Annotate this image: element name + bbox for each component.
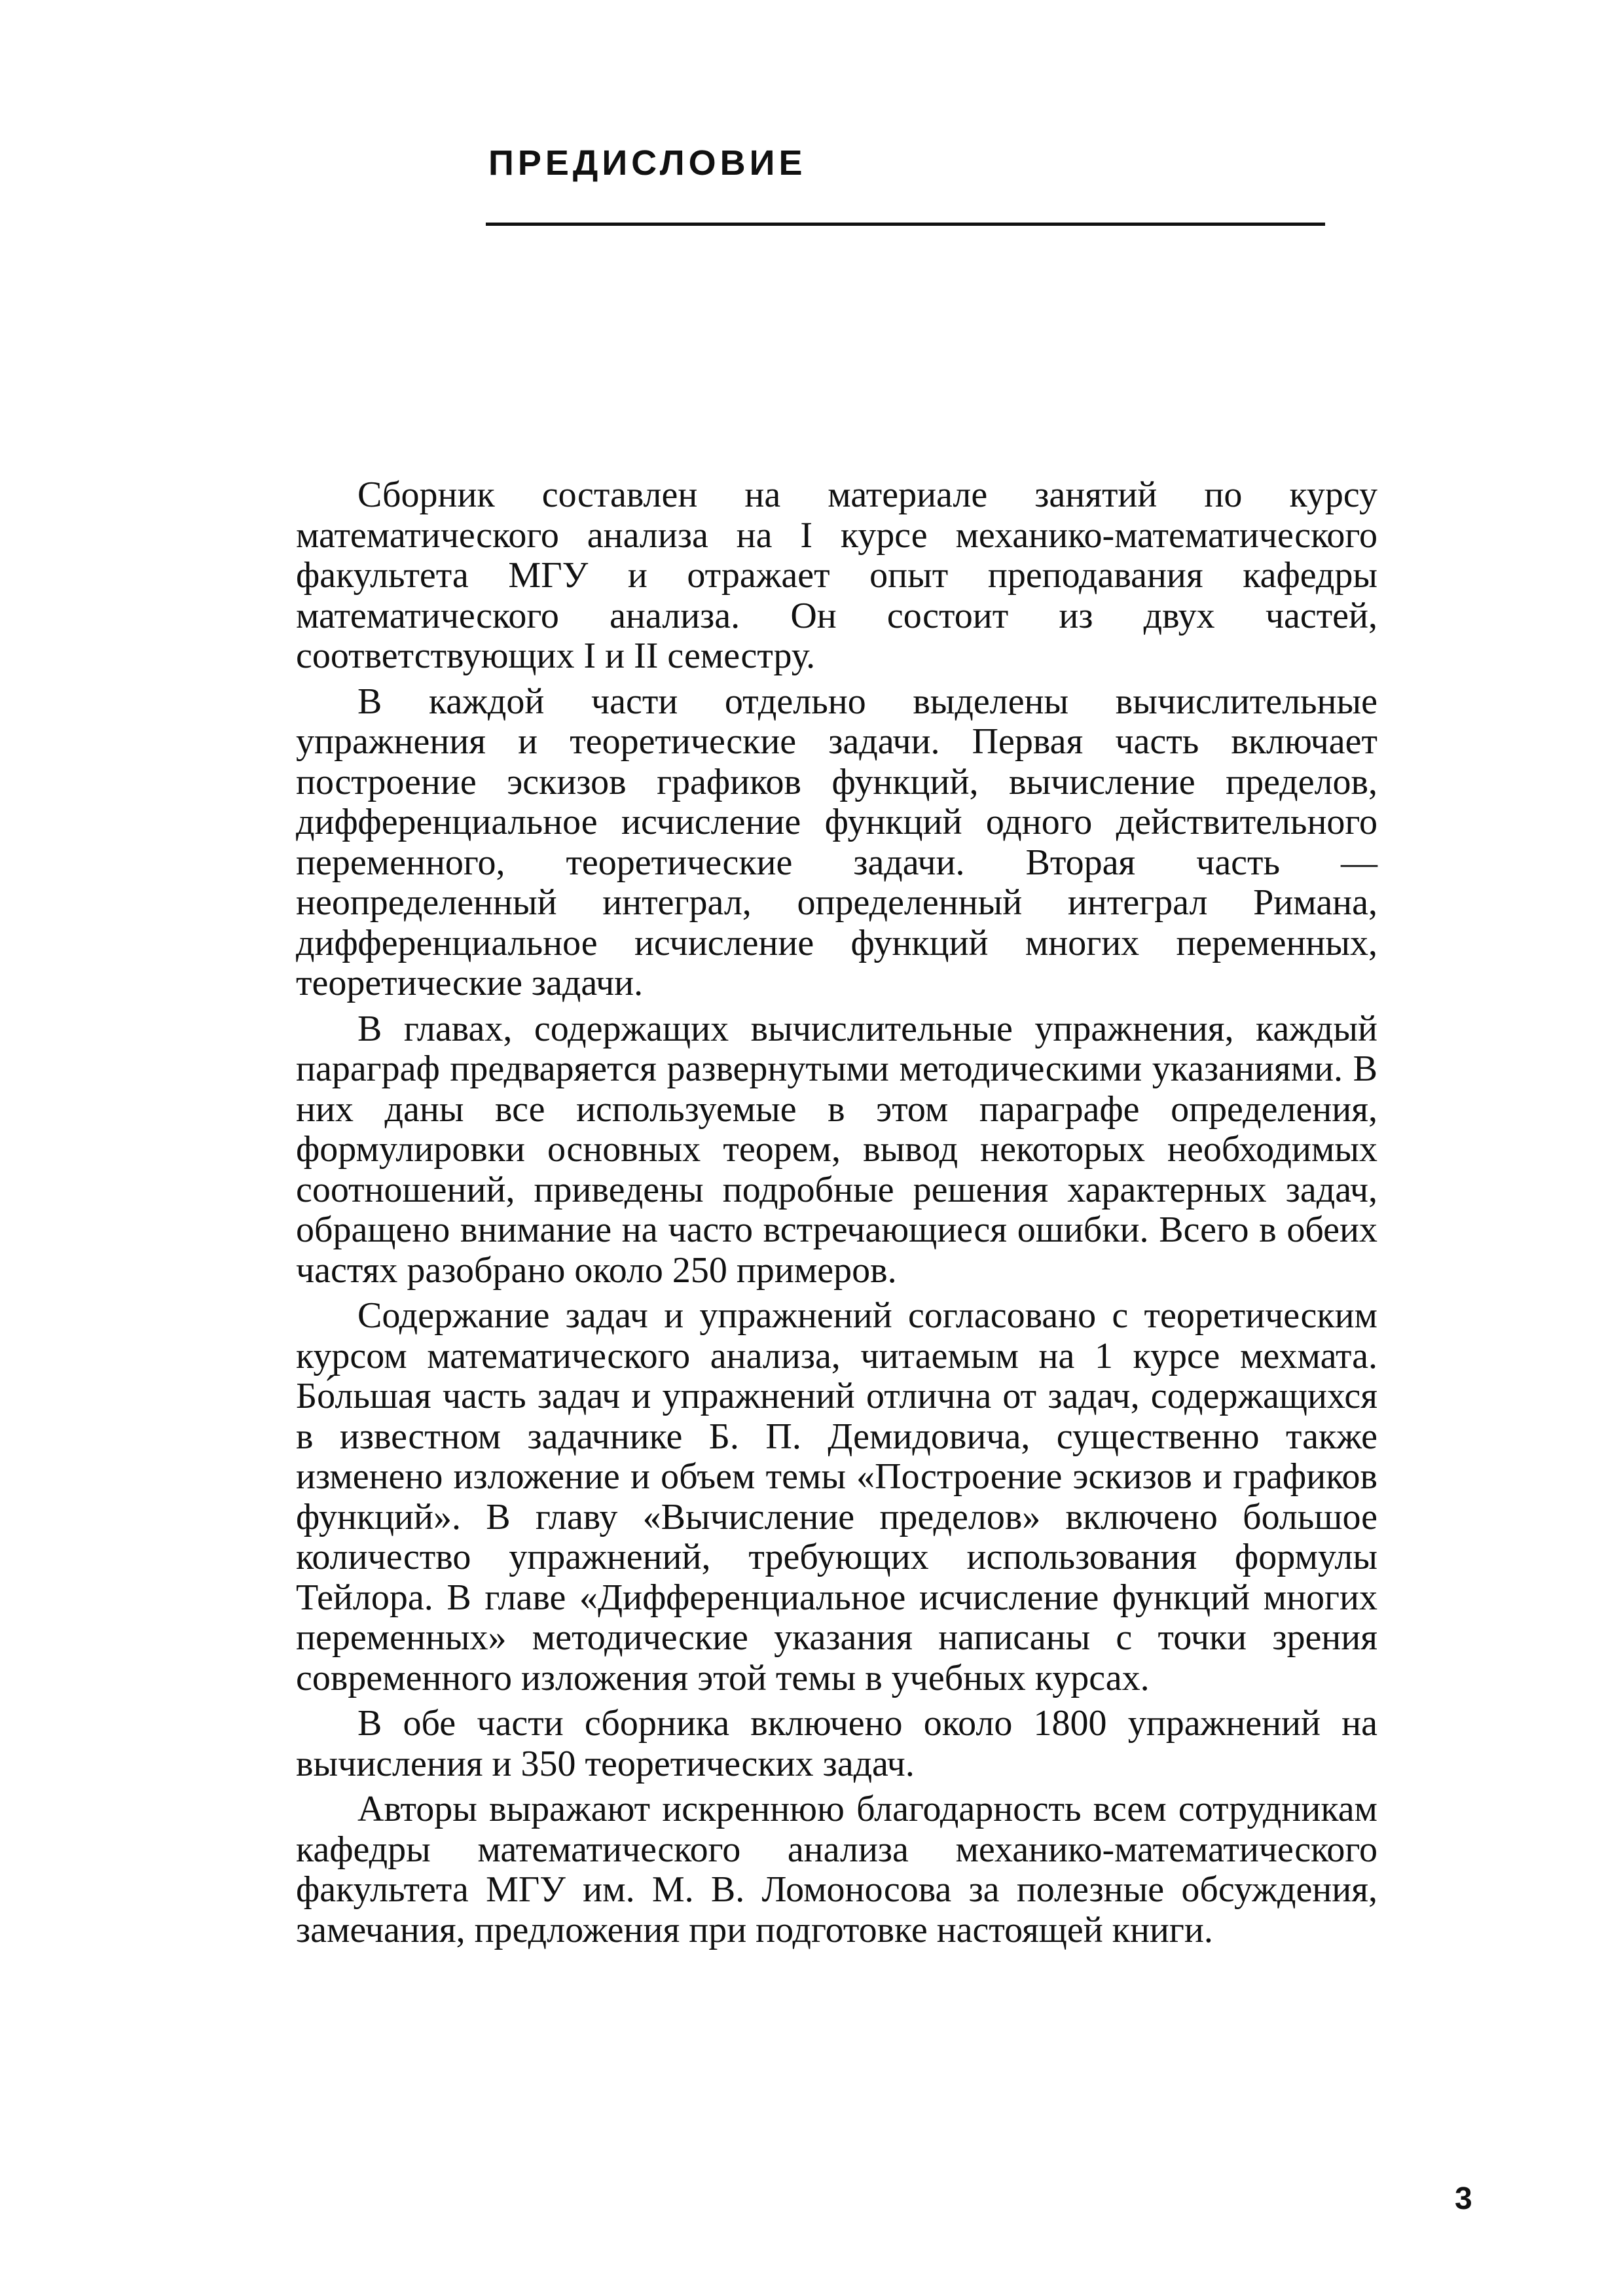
paragraph-2: В каждой части отдельно выделены вычислительные упражнения и теоретические задачи. Первая часть включает построение эскизов графиков функций, вычисление пределов, дифференциальное исчисление функций одного действительного переменного, теоретические задачи. Вторая часть — неопределенный интеграл, определенный интеграл Римана, дифференциальное исчисление функций многих переменных, теоретические задачи. xyxy=(296,681,1377,1003)
paragraph-5: В обе части сборника включено около 1800 упражнений на вычисления и 350 теоретических задач. xyxy=(296,1703,1377,1784)
paragraph-6: Авторы выражают искреннюю благодарность всем сотрудникам кафедры математического анализа механико-математического факультета МГУ им. М. В. Ломоносова за полезные обсуждения, замечания, предложения при подготовке настоящей книги. xyxy=(296,1789,1377,1950)
page-heading: ПРЕДИСЛОВИЕ xyxy=(488,143,807,183)
preface-body xyxy=(296,475,1377,1956)
paragraph-4: Содержание задач и упражнений согласовано с теоретическим курсом математического анализа, читаемым на 1 курсе мехмата. Бо́льшая часть задач и упражнений отлична от задач, содержащихся в известном задачнике Б. П. Демидовича, существенно также изменено изложение и объем темы «Построение эскизов и графиков функций». В главу «Вычисление пределов» включено большое количество упражнений, требующих использования формулы Тейлора. В главе «Дифференциальное исчисление функций многих переменных» методические указания написаны с точки зрения современного изложения этой темы в учебных курсах. xyxy=(296,1295,1377,1698)
heading-rule xyxy=(486,223,1325,226)
page-number: 3 xyxy=(1455,2181,1472,2216)
paragraph-3: В главах, содержащих вычислительные упражнения, каждый параграф предваряется развернутыми методическими указаниями. В них даны все используемые в этом параграфе определения, формулировки основных теорем, вывод некоторых необходимых соотношений, приведены подробные решения характерных задач, обращено внимание на часто встречающиеся ошибки. Всего в обеих частях разобрано около 250 примеров. xyxy=(296,1008,1377,1291)
paragraph-1: Сборник составлен на материале занятий по курсу математического анализа на I курсе механико-математического факультета МГУ и отражает опыт преподавания кафедры математического анализа. Он состоит из двух частей, соответствующих I и II семестру. xyxy=(296,475,1377,676)
